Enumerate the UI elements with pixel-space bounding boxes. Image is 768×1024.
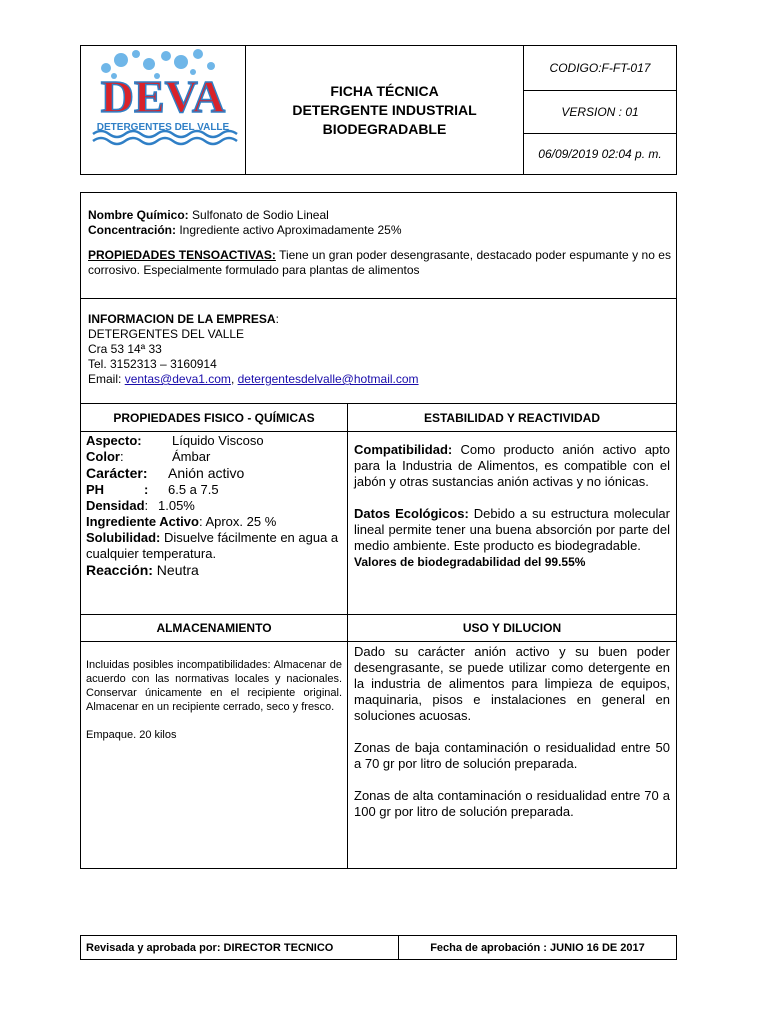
email-label: Email: xyxy=(88,372,125,386)
ph-label: PH xyxy=(86,482,105,497)
title-line-3: BIODEGRADABLE xyxy=(322,120,447,137)
character-label: Carácter: xyxy=(86,465,148,481)
aspect-value: Líquido Viscoso xyxy=(172,433,264,448)
stability-section xyxy=(354,442,670,570)
compatibility-label: Compatibilidad: xyxy=(354,442,453,457)
document-datetime: 06/09/2019 02:04 p. m. xyxy=(538,146,662,161)
company-email-row xyxy=(88,372,671,387)
chemical-section xyxy=(88,208,671,278)
density-label: Densidad xyxy=(86,498,145,513)
biodegradability-value: Valores de biodegradabilidad del 99.55% xyxy=(354,555,586,569)
aspect-label: Aspecto: xyxy=(86,433,142,448)
company-label-colon: : xyxy=(275,312,279,326)
physico-chemical-header: PROPIEDADES FISICO - QUÍMICAS xyxy=(113,410,315,425)
solubility-label: Solubilidad: xyxy=(86,530,161,545)
compatibility-value: Como producto anión activo apto para la Industria de Alimentos, es compatible con el jabón y otras sustancias anión activas y no iónicas. xyxy=(354,442,670,489)
chemical-name-value: Sulfonato de Sodio Lineal xyxy=(188,208,329,222)
surfactant-properties xyxy=(88,248,671,278)
ecological-text xyxy=(354,506,670,554)
color-row xyxy=(86,449,343,465)
active-ingredient-value: : Aprox. 25 % xyxy=(198,514,277,529)
ph-colon: : xyxy=(144,482,149,497)
character-value: Anión activo xyxy=(168,465,245,481)
company-address: Cra 53 14ª 33 xyxy=(88,342,162,356)
ph-row xyxy=(86,482,343,498)
company-name: DETERGENTES DEL VALLE xyxy=(88,327,245,341)
storage-text: Incluidas posibles incompatibilidades: Almacenar de acuerdo con las normativas locales y nacionales. Conservar únicamente en el recipiente original. Almacenar en un recipiente cerrado, seco y fresco. xyxy=(86,659,342,713)
reaction-row xyxy=(86,562,343,579)
solubility-row xyxy=(86,530,343,562)
density-colon: : xyxy=(144,498,149,513)
email-link-sales[interactable]: ventas@deva1.com xyxy=(124,372,231,386)
storage-section xyxy=(86,658,342,742)
divider xyxy=(81,298,676,299)
chemical-name-row xyxy=(88,208,671,223)
reaction-value: Neutra xyxy=(152,562,199,578)
company-section xyxy=(88,312,671,387)
ecological-label: Datos Ecológicos: xyxy=(354,506,469,521)
divider xyxy=(81,641,676,642)
document-meta xyxy=(524,46,676,174)
chemical-name-label: Nombre Químico: xyxy=(88,208,189,222)
document-body xyxy=(80,192,677,869)
title-line-1: FICHA TÉCNICA xyxy=(330,82,439,99)
surfactant-label: PROPIEDADES TENSOACTIVAS: xyxy=(88,248,276,262)
document-header xyxy=(80,45,677,175)
divider xyxy=(81,431,676,432)
deva-logo-icon xyxy=(81,46,246,174)
concentration-row xyxy=(88,223,671,238)
packaging-text: Empaque. 20 kilos xyxy=(86,729,177,741)
document-title xyxy=(246,46,524,174)
density-value: 1.05% xyxy=(158,498,195,513)
aspect-row xyxy=(86,433,343,449)
surfactant-value: Tiene un gran poder desengrasante, destacado poder espumante y no es corrosivo. Especialmente formulado para plantas de alimentos xyxy=(88,248,671,277)
ecological-value: Debido a su estructura molecular lineal permite tener una buena absorción por parte del medio ambiente. Este producto es biodegradable. xyxy=(354,506,670,553)
document-version: VERSION : 01 xyxy=(524,90,676,134)
approval-date: Fecha de aprobación : JUNIO 16 DE 2017 xyxy=(430,941,645,954)
logo-cell xyxy=(81,46,246,174)
compatibility-text xyxy=(354,442,670,490)
approval-footer xyxy=(80,935,677,960)
concentration-value: Ingrediente activo Aproximadamente 25% xyxy=(176,223,402,237)
storage-header: ALMACENAMIENTO xyxy=(156,621,272,635)
concentration-label: Concentración: xyxy=(88,223,177,237)
usage-paragraph-3: Zonas de alta contaminación o residualidad entre 70 a 100 gr por litro de solución preparada. xyxy=(354,788,670,819)
logo-brand-text: DEVA xyxy=(100,71,226,122)
color-colon: : xyxy=(119,449,124,464)
stability-header: ESTABILIDAD Y REACTIVIDAD xyxy=(423,410,600,425)
company-phone: Tel. 3152313 – 3160914 xyxy=(88,357,217,371)
usage-section xyxy=(354,644,670,820)
character-row xyxy=(86,465,343,482)
active-ingredient-label: Ingrediente Activo xyxy=(86,514,199,529)
email-separator: , xyxy=(230,372,238,386)
company-label: INFORMACION DE LA EMPRESA xyxy=(88,312,276,326)
document-code: CODIGO:F-FT-017 xyxy=(524,46,676,91)
reviewed-by: Revisada y aprobada por: DIRECTOR TECNICO xyxy=(81,936,399,959)
usage-paragraph-2: Zonas de baja contaminación o residualidad entre 50 a 70 gr por litro de solución preparada. xyxy=(354,740,670,771)
usage-header: USO Y DILUCION xyxy=(462,621,562,635)
color-value: Ámbar xyxy=(172,449,211,464)
density-row xyxy=(86,498,343,514)
color-label: Color xyxy=(86,449,120,464)
logo-subtitle-text: DETERGENTES DEL VALLE xyxy=(96,122,230,133)
usage-paragraph-1: Dado su carácter anión activo y su buen poder desengrasante, se puede utilizar como detergente en la industria de alimentos para limpieza de equipos, maquinaria, pisos e instalaciones en general en soluciones acuosas. xyxy=(354,644,670,723)
email-link-hotmail[interactable]: detergentesdelvalle@hotmail.com xyxy=(237,372,419,386)
solubility-value: Disuelve fácilmente en agua a cualquier temperatura. xyxy=(86,530,339,561)
active-ingredient-row xyxy=(86,514,343,530)
title-line-2: DETERGENTE INDUSTRIAL xyxy=(292,101,477,118)
ph-value: 6.5 a 7.5 xyxy=(168,482,219,497)
reaction-label: Reacción: xyxy=(86,562,153,578)
physico-chemical-list xyxy=(86,433,343,579)
